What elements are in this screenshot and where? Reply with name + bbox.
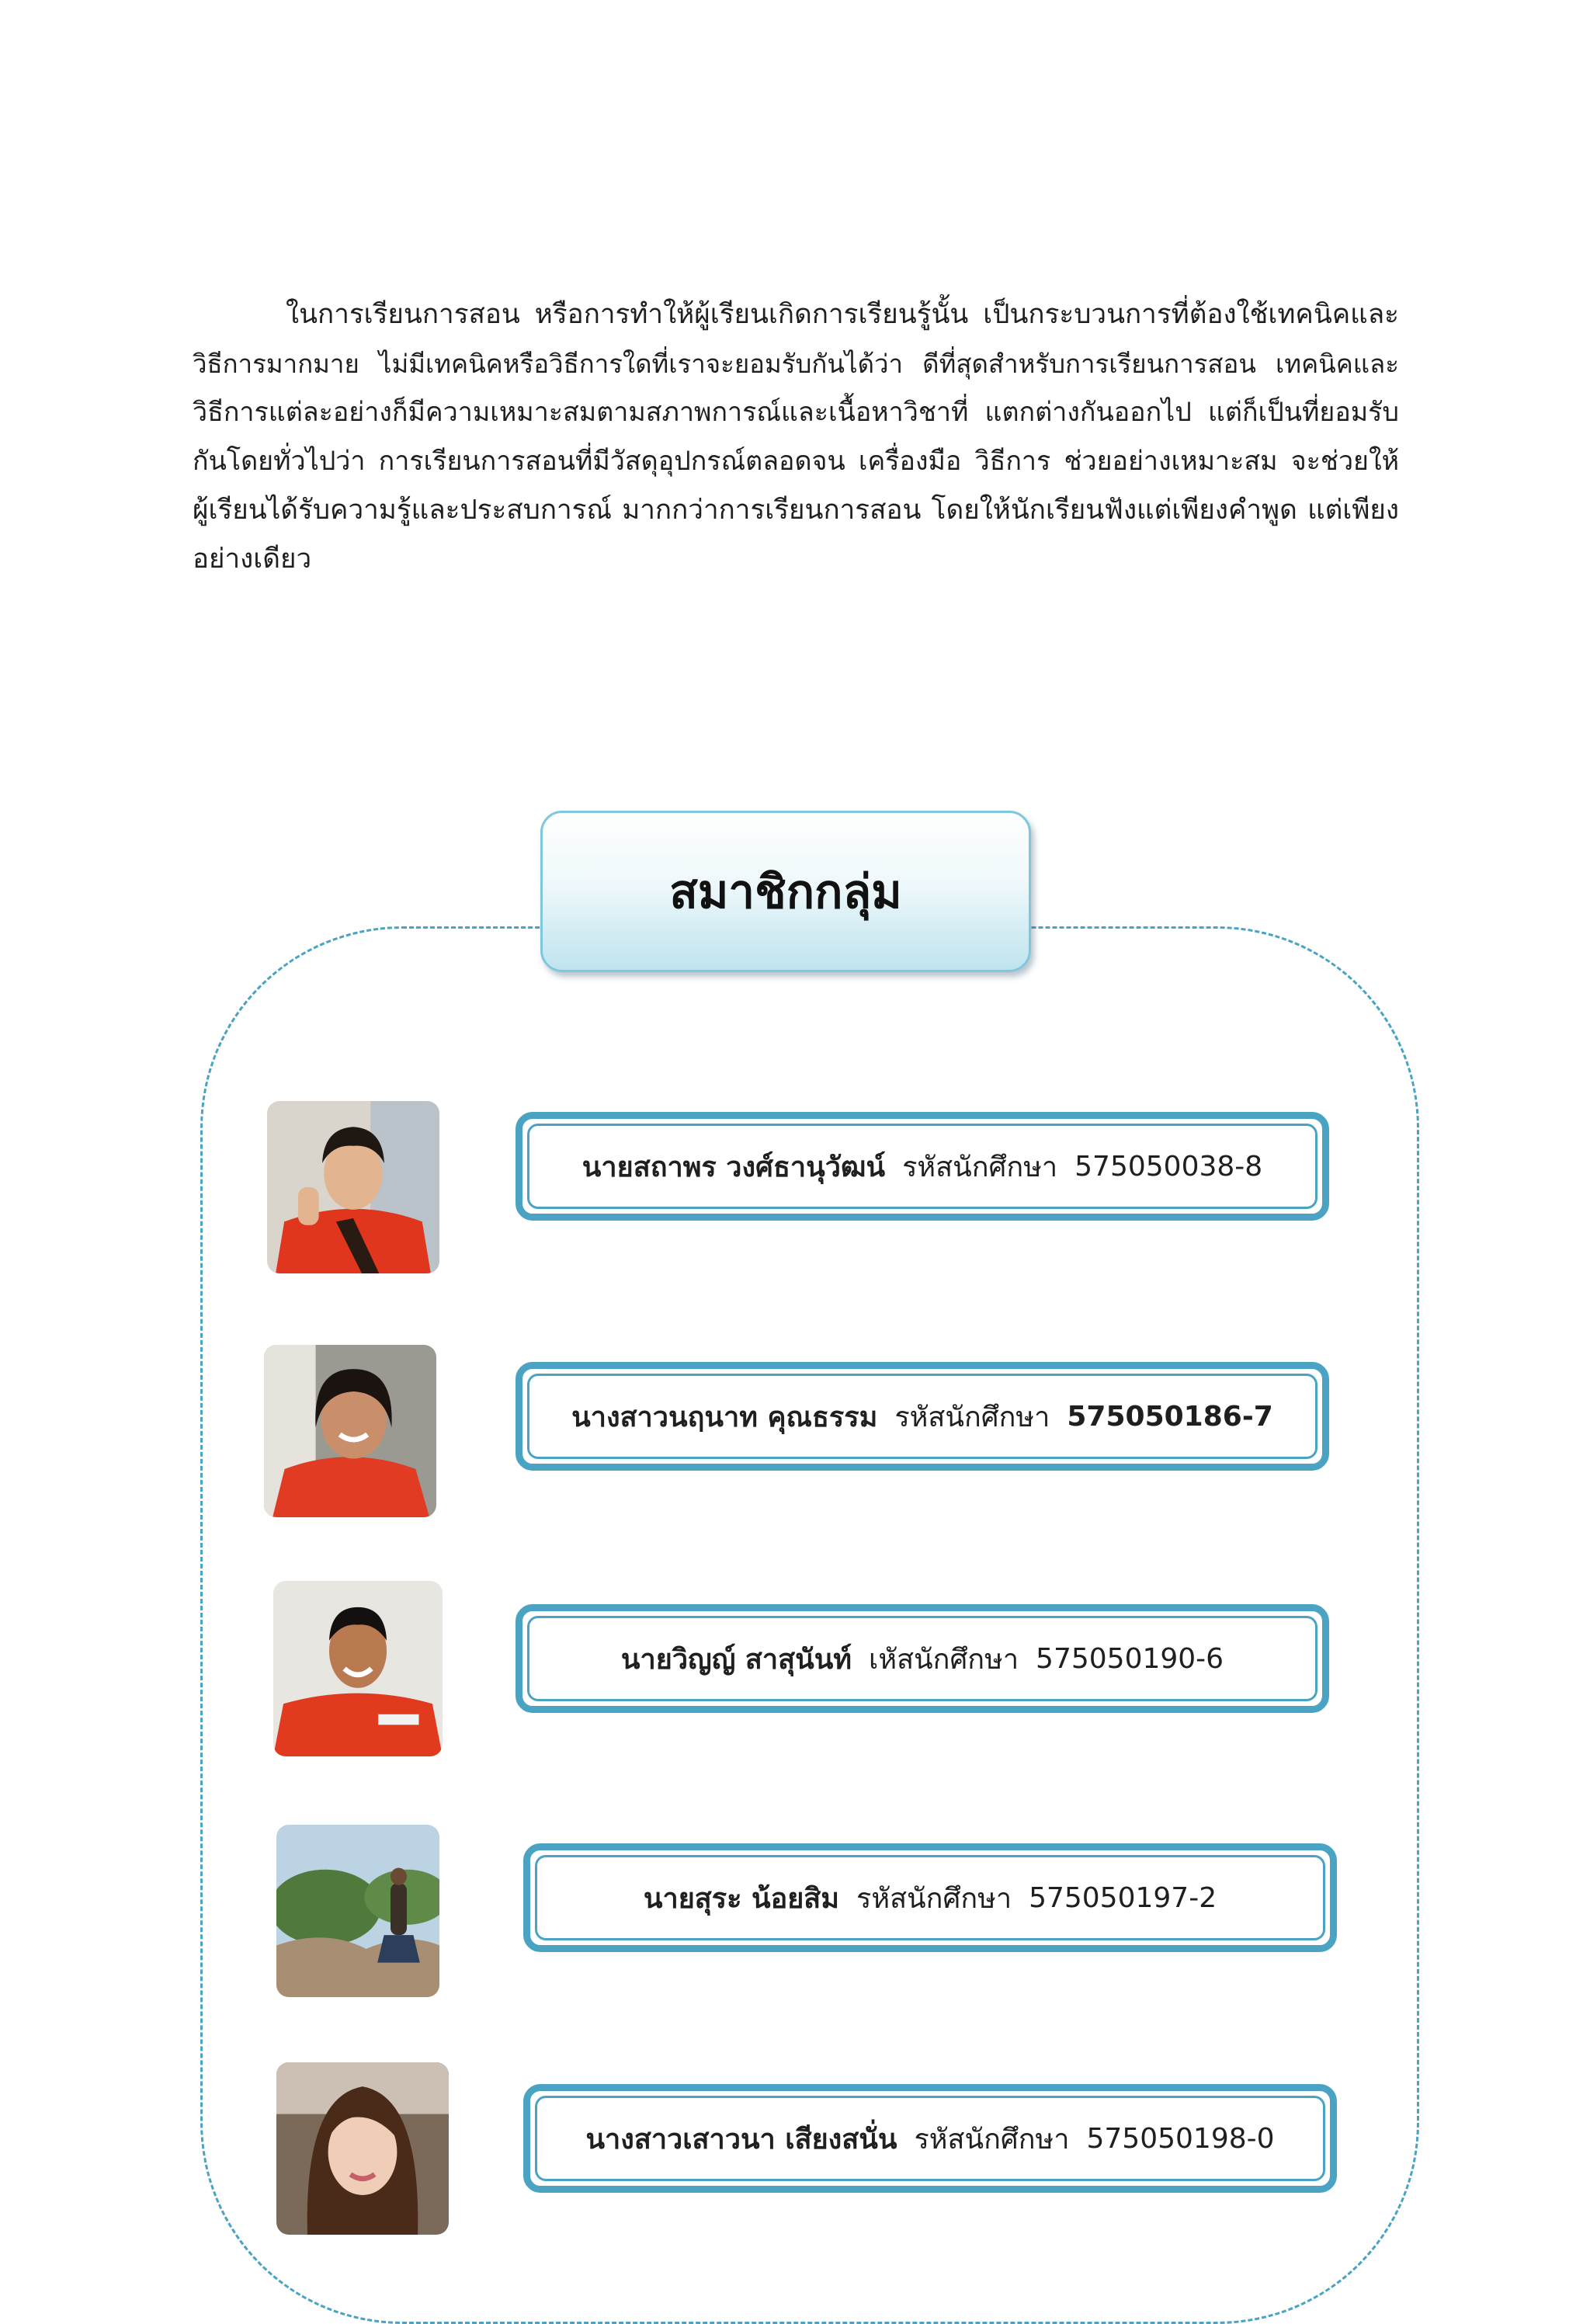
intro-line: กันโดยทั่วไปว่า การเรียนการสอนที่มีวัสดุอุปกรณ์ตลอดจน เครื่องมือ วิธีการ ช่วยอย่างเหมาะสม จะช่วยให้ <box>193 446 1399 477</box>
member-id-label: รหัสนักศึกษา <box>856 1882 1012 1915</box>
member-photo-5 <box>276 2062 449 2235</box>
member-photo-3 <box>273 1581 443 1756</box>
intro-line: วิธีการแต่ละอย่างก็มีความเหมาะสมตามสภาพการณ์และเนื้อหาวิชาที่ แตกต่างกันออกไป แต่ก็เป็นที่ยอมรับ <box>193 397 1399 428</box>
member-card-3 <box>516 1604 1329 1713</box>
member-id: 575050198-0 <box>1086 2122 1275 2155</box>
member-id: 575050038-8 <box>1074 1150 1263 1183</box>
member-card-4 <box>523 1843 1337 1952</box>
member-card-1 <box>516 1112 1329 1221</box>
member-name: นายวิญญ์ สาสุนันท์ <box>620 1643 852 1676</box>
intro-line: วิธีการมากมาย ไม่มีเทคนิคหรือวิธีการใดที่เราจะยอมรับกันได้ว่า ดีที่สุดสำหรับการเรียนการสอน เทคนิคและ <box>193 349 1399 379</box>
member-photo-1 <box>267 1101 439 1273</box>
intro-line: ผู้เรียนได้รับความรู้และประสบการณ์ มากกว่าการเรียนการสอน โดยให้นักเรียนฟังแต่เพียงคำพูด แต่เพียง <box>193 495 1399 526</box>
member-name: นายสถาพร วงศ์ธานุวัฒน์ <box>581 1151 886 1183</box>
member-name: นางสาวนฤนาท คุณธรรม <box>571 1401 878 1433</box>
member-photo-4 <box>276 1825 439 1997</box>
intro-paragraph <box>193 290 1399 584</box>
member-id: 575050197-2 <box>1029 1881 1217 1914</box>
member-card-5 <box>523 2084 1337 2193</box>
member-id: 575050190-6 <box>1036 1642 1224 1675</box>
member-photo-2 <box>264 1345 436 1517</box>
member-name: นางสาวเสาวนา เสียงสนั่น <box>585 2123 897 2156</box>
member-id-label: รหัสนักศึกษา <box>894 1401 1050 1433</box>
member-id-label: รหัสนักศึกษา <box>902 1151 1058 1183</box>
intro-line: ในการเรียนการสอน หรือการทำให้ผู้เรียนเกิดการเรียนรู้นั้น เป็นกระบวนการที่ต้องใช้เทคนิคและ <box>286 299 1399 330</box>
member-id: 575050186-7 <box>1067 1400 1273 1433</box>
member-id-label: เหัสนักศึกษา <box>869 1643 1019 1676</box>
group-title: สมาชิกกลุ่ม <box>669 864 902 919</box>
member-id-label: รหัสนักศึกษา <box>914 2123 1070 2156</box>
member-card-2 <box>516 1362 1329 1471</box>
intro-line: อย่างเดียว <box>193 544 312 575</box>
member-name: นายสุระ น้อยสิม <box>643 1882 840 1915</box>
group-title-box <box>540 811 1031 972</box>
